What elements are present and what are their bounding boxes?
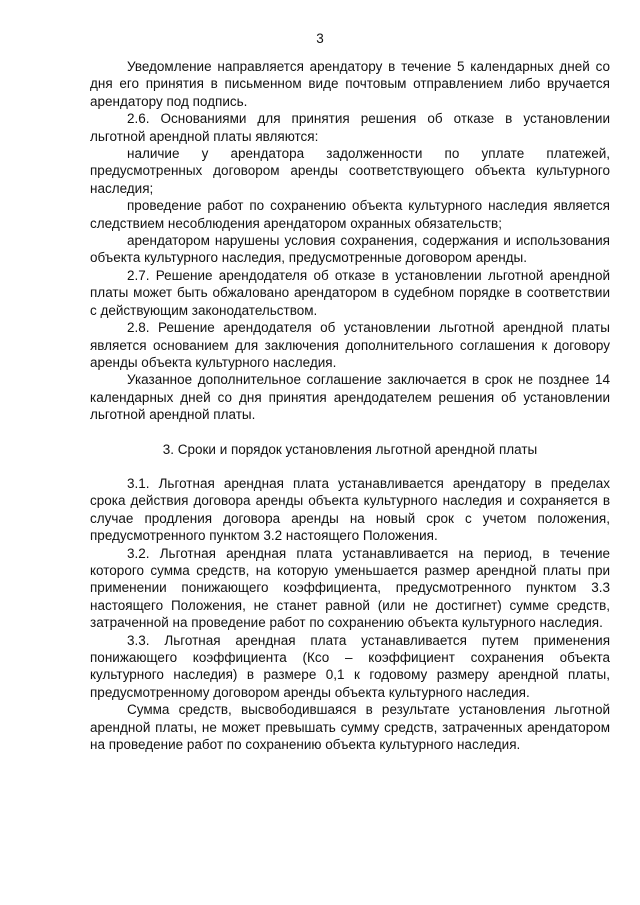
paragraph-ground-works: проведение работ по сохранению объекта культурного наследия является следствием несоблюдения арендатором охранных обязательств;	[90, 198, 610, 231]
paragraph-2-6: 2.6. Основаниями для принятия решения об отказе в установлении льготной арендной платы являются:	[90, 111, 610, 144]
paragraph-released-funds: Сумма средств, высвободившаяся в результате установления льготной арендной платы, не может превышать сумму средств, затраченных арендатором на проведение работ по сохранению объекта культурного наследия.	[90, 702, 610, 753]
paragraph-2-8: 2.8. Решение арендодателя об установлении льготной арендной платы является основанием для заключения дополнительного соглашения к договору аренды объекта культурного наследия.	[90, 320, 610, 370]
paragraph-2-7: 2.7. Решение арендодателя об отказе в установлении льготной арендной платы может быть обжаловано арендатором в судебном порядке в соответствии с действующим законодательством.	[90, 267, 610, 318]
paragraph-ground-debt: наличие у арендатора задолженности по уплате платежей, предусмотренных договором аренды соответствующего объекта культурного наследия;	[90, 146, 610, 196]
paragraph-3-2: 3.2. Льготная арендная плата устанавливается на период, в течение которого сумма средств, на которую уменьшается размер арендной платы при применении понижающего коэффициента, предусмотренного пунктом 3.3 настоящего Положения, не станет равной (или не достигнет) сумме средств, затраченной на проведение работ по сохранению объекта культурного наследия.	[90, 545, 610, 631]
section-heading: 3. Сроки и порядок установления льготной арендной платы	[162, 441, 538, 457]
paragraph-3-1: 3.1. Льготная арендная плата устанавливается арендатору в пределах срока действия договора аренды объекта культурного наследия и сохраняется в случае продления договора аренды на новый срок с учетом положения, предусмотренного пунктом 3.2 настоящего Положения.	[90, 475, 610, 544]
document-body	[90, 58, 610, 753]
page-number: 3	[316, 31, 324, 46]
paragraph-3-3: 3.3. Льготная арендная плата устанавливается путем применения понижающего коэффициента (Ксо – коэффициент сохранения объекта культурного наследия) в размере 0,1 к годовому размеру арендной платы, предусмотренному договором аренды объекта культурного наследия.	[90, 632, 610, 700]
paragraph-additional-agreement: Указанное дополнительное соглашение заключается в срок не позднее 14 календарных дней со дня принятия арендодателем решения об установлении льготной арендной платы.	[90, 372, 610, 423]
paragraph-ground-violation: арендатором нарушены условия сохранения, содержания и использования объекта культурного наследия, предусмотренные договором аренды.	[90, 233, 610, 266]
paragraph-notification: Уведомление направляется арендатору в течение 5 календарных дней со дня его принятия в письменном виде почтовым отправлением либо вручается арендатору под подпись.	[90, 59, 610, 109]
